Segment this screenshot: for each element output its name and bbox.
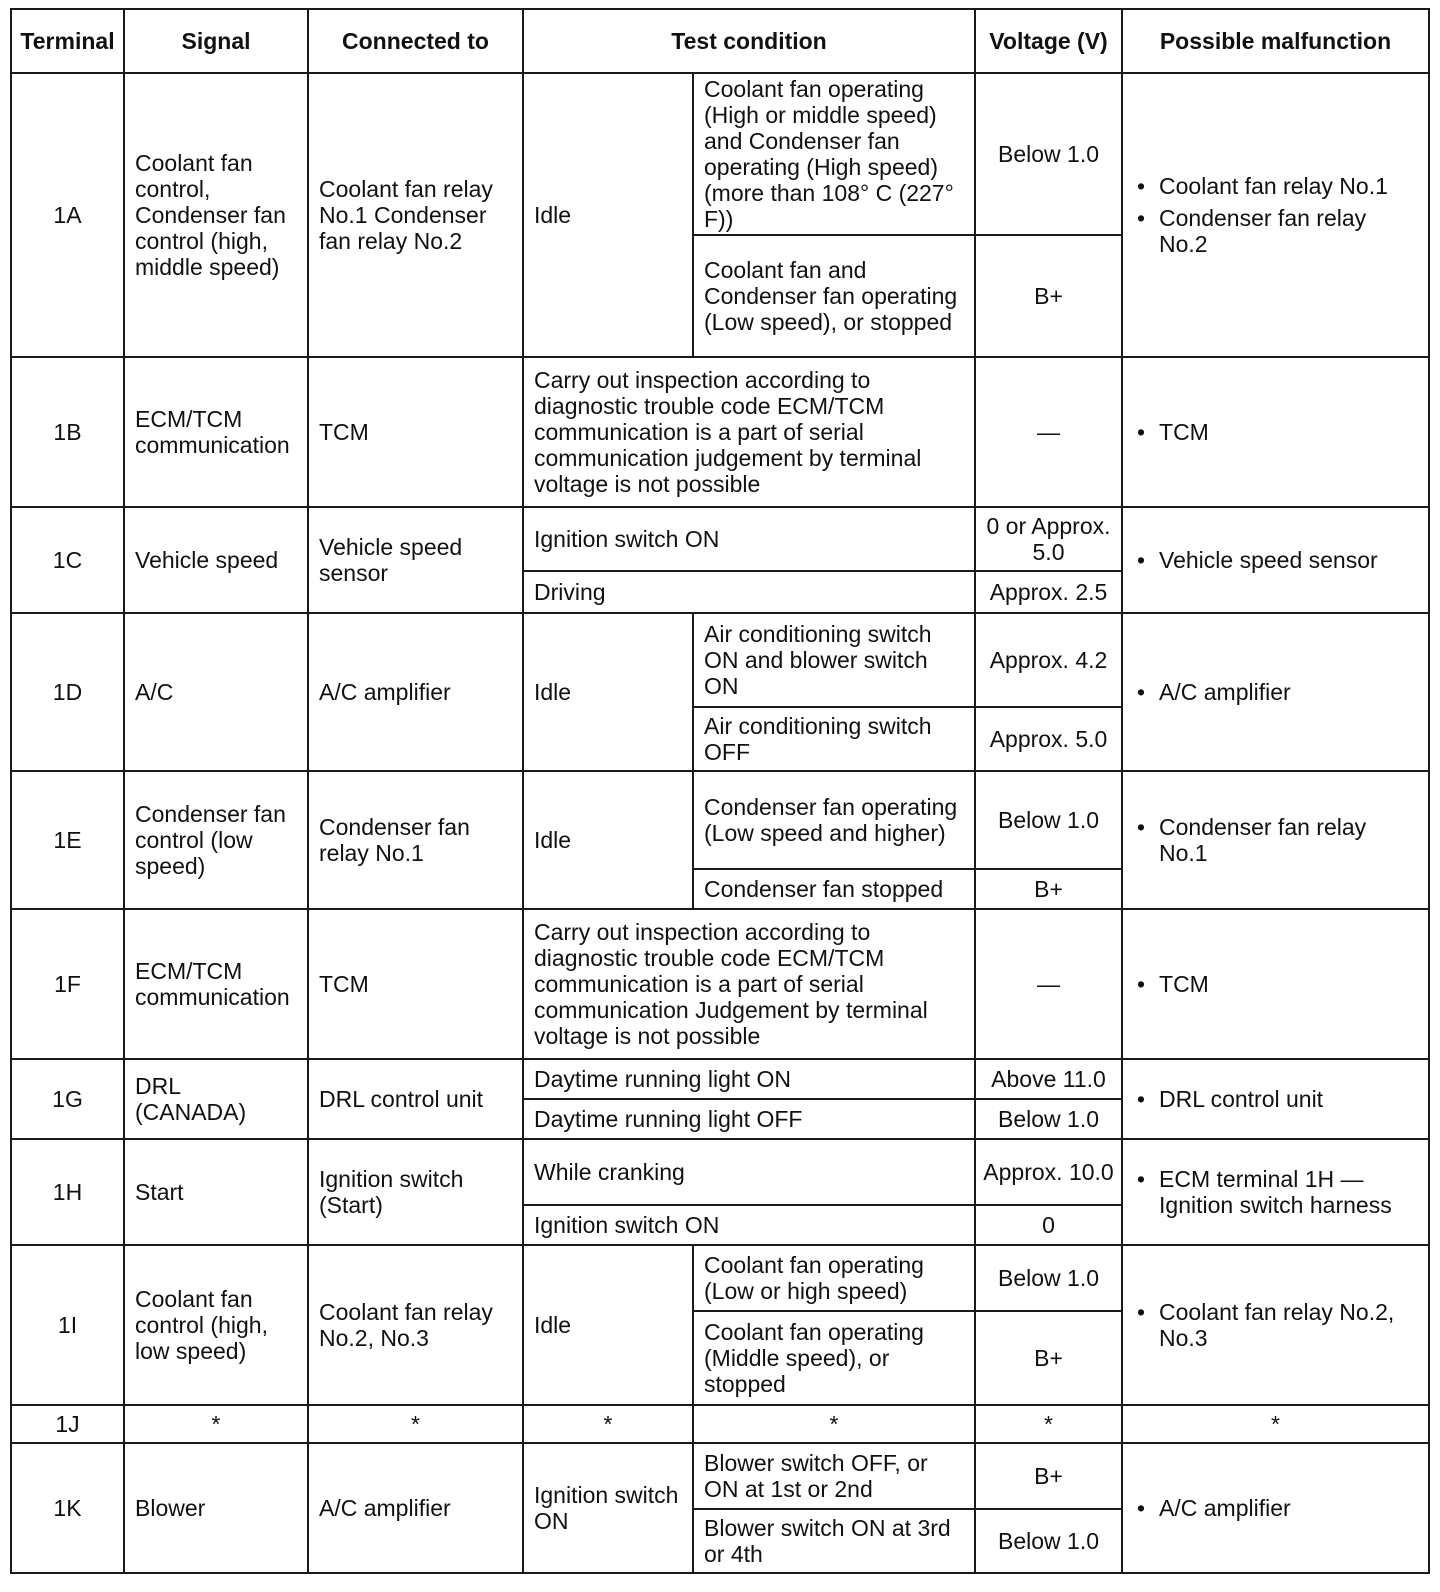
signal-cell: Vehicle speed — [124, 507, 308, 613]
signal-cell: A/C — [124, 613, 308, 771]
ecm-terminal-table — [10, 8, 1430, 1574]
condition-main-cell: Idle — [523, 613, 693, 771]
header-terminal: Terminal — [11, 9, 124, 73]
condition-cell: Ignition switch ON — [523, 1205, 975, 1245]
voltage-cell: Below 1.0 — [975, 1245, 1122, 1311]
header-signal: Signal — [124, 9, 308, 73]
header-connected-to: Connected to — [308, 9, 523, 73]
voltage-cell: — — [975, 357, 1122, 507]
condition-cell: Ignition switch ON — [523, 507, 975, 571]
table-row — [11, 1245, 1429, 1311]
table-row — [11, 73, 1429, 235]
condition-cell: Daytime running light OFF — [523, 1099, 975, 1139]
terminal-cell: 1K — [11, 1443, 124, 1573]
malfunction-cell — [1122, 1059, 1429, 1139]
connected-cell: Vehicle speed sensor — [308, 507, 523, 613]
voltage-cell: Above 11.0 — [975, 1059, 1122, 1099]
table-row — [11, 1059, 1429, 1099]
malfunction-cell — [1122, 1245, 1429, 1405]
signal-cell: Blower — [124, 1443, 308, 1573]
condition-cell: Air conditioning switch OFF — [693, 707, 975, 771]
voltage-cell: B+ — [975, 1311, 1122, 1405]
malfunction-item: • A/C amplifier — [1133, 1495, 1418, 1521]
malfunction-item: • Condenser fan relay No.1 — [1133, 814, 1418, 866]
voltage-cell: Approx. 10.0 — [975, 1139, 1122, 1205]
terminal-cell: 1H — [11, 1139, 124, 1245]
voltage-cell: * — [975, 1405, 1122, 1443]
table-row — [11, 909, 1429, 1059]
malfunction-item: • DRL control unit — [1133, 1086, 1418, 1112]
connected-cell: A/C amplifier — [308, 1443, 523, 1573]
malfunction-cell — [1122, 771, 1429, 909]
condition-main-cell: Idle — [523, 771, 693, 909]
table-row — [11, 1139, 1429, 1205]
malfunction-item: • Coolant fan relay No.1 — [1133, 173, 1418, 199]
voltage-cell: B+ — [975, 235, 1122, 357]
malfunction-cell — [1122, 613, 1429, 771]
condition-cell: Carry out inspection according to diagnostic trouble code ECM/TCM communication is a part of serial communication judgement by terminal voltage is not possible — [523, 357, 975, 507]
signal-cell: Coolant fan control (high, low speed) — [124, 1245, 308, 1405]
signal-cell: * — [124, 1405, 308, 1443]
signal-cell: Condenser fan control (low speed) — [124, 771, 308, 909]
malfunction-cell — [1122, 357, 1429, 507]
condition-cell: Coolant fan operating (Low or high speed) — [693, 1245, 975, 1311]
connected-cell: Ignition switch (Start) — [308, 1139, 523, 1245]
condition-main-cell: * — [523, 1405, 693, 1443]
voltage-cell: Approx. 4.2 — [975, 613, 1122, 707]
table-row — [11, 1443, 1429, 1509]
condition-cell: Condenser fan operating (Low speed and higher) — [693, 771, 975, 869]
terminal-cell: 1D — [11, 613, 124, 771]
malfunction-cell — [1122, 1443, 1429, 1573]
signal-cell: Start — [124, 1139, 308, 1245]
voltage-cell: 0 — [975, 1205, 1122, 1245]
signal-cell: DRL (CANADA) — [124, 1059, 308, 1139]
voltage-cell: Below 1.0 — [975, 1509, 1122, 1573]
condition-cell: Coolant fan and Condenser fan operating (Low speed), or stopped — [693, 235, 975, 357]
voltage-cell: Below 1.0 — [975, 73, 1122, 235]
connected-cell: DRL control unit — [308, 1059, 523, 1139]
table-row — [11, 507, 1429, 571]
malfunction-item: • Condenser fan relay No.2 — [1133, 205, 1418, 257]
condition-cell: Blower switch OFF, or ON at 1st or 2nd — [693, 1443, 975, 1509]
header-possible-malfunction: Possible malfunction — [1122, 9, 1429, 73]
condition-cell: Daytime running light ON — [523, 1059, 975, 1099]
connected-cell: Coolant fan relay No.1 Condenser fan relay No.2 — [308, 73, 523, 357]
malfunction-item: • ECM terminal 1H — Ignition switch harness — [1133, 1166, 1418, 1218]
connected-cell: A/C amplifier — [308, 613, 523, 771]
terminal-cell: 1E — [11, 771, 124, 909]
header-voltage: Voltage (V) — [975, 9, 1122, 73]
condition-cell: Coolant fan operating (Middle speed), or stopped — [693, 1311, 975, 1405]
condition-main-cell: Ignition switch ON — [523, 1443, 693, 1573]
table-row — [11, 613, 1429, 707]
terminal-cell: 1A — [11, 73, 124, 357]
connected-cell: TCM — [308, 357, 523, 507]
table-row — [11, 771, 1429, 869]
connected-cell: * — [308, 1405, 523, 1443]
voltage-cell: 0 or Approx. 5.0 — [975, 507, 1122, 571]
connected-cell: TCM — [308, 909, 523, 1059]
condition-main-cell: Idle — [523, 1245, 693, 1405]
condition-cell: While cranking — [523, 1139, 975, 1205]
voltage-cell: — — [975, 909, 1122, 1059]
condition-main-cell: Idle — [523, 73, 693, 357]
condition-cell: Driving — [523, 571, 975, 613]
condition-cell: * — [693, 1405, 975, 1443]
malfunction-cell — [1122, 1139, 1429, 1245]
table-row — [11, 1405, 1429, 1443]
condition-cell: Air conditioning switch ON and blower switch ON — [693, 613, 975, 707]
condition-cell: Carry out inspection according to diagnostic trouble code ECM/TCM communication is a part of serial communication Judgement by terminal voltage is not possible — [523, 909, 975, 1059]
terminal-cell: 1F — [11, 909, 124, 1059]
header-test-condition: Test condition — [523, 9, 975, 73]
signal-cell: ECM/TCM communication — [124, 357, 308, 507]
malfunction-cell: * — [1122, 1405, 1429, 1443]
terminal-cell: 1C — [11, 507, 124, 613]
voltage-cell: Approx. 2.5 — [975, 571, 1122, 613]
signal-cell: ECM/TCM communication — [124, 909, 308, 1059]
malfunction-cell — [1122, 73, 1429, 357]
condition-cell: Coolant fan operating (High or middle speed) and Condenser fan operating (High speed) (more than 108° C (227° F)) — [693, 73, 975, 235]
voltage-cell: Approx. 5.0 — [975, 707, 1122, 771]
voltage-cell: Below 1.0 — [975, 1099, 1122, 1139]
condition-cell: Blower switch ON at 3rd or 4th — [693, 1509, 975, 1573]
malfunction-item: • Coolant fan relay No.2, No.3 — [1133, 1299, 1418, 1351]
malfunction-cell — [1122, 507, 1429, 613]
table-row — [11, 357, 1429, 507]
malfunction-cell — [1122, 909, 1429, 1059]
connected-cell: Condenser fan relay No.1 — [308, 771, 523, 909]
malfunction-item: • Vehicle speed sensor — [1133, 547, 1418, 573]
connected-cell: Coolant fan relay No.2, No.3 — [308, 1245, 523, 1405]
malfunction-item: • TCM — [1133, 419, 1418, 445]
terminal-cell: 1J — [11, 1405, 124, 1443]
header-row — [11, 9, 1429, 73]
voltage-cell: Below 1.0 — [975, 771, 1122, 869]
malfunction-item: • TCM — [1133, 971, 1418, 997]
voltage-cell: B+ — [975, 869, 1122, 909]
voltage-cell: B+ — [975, 1443, 1122, 1509]
malfunction-item: • A/C amplifier — [1133, 679, 1418, 705]
terminal-spec-page — [10, 8, 1428, 1584]
condition-cell: Condenser fan stopped — [693, 869, 975, 909]
terminal-cell: 1B — [11, 357, 124, 507]
terminal-cell: 1G — [11, 1059, 124, 1139]
signal-cell: Coolant fan control, Condenser fan control (high, middle speed) — [124, 73, 308, 357]
terminal-cell: 1I — [11, 1245, 124, 1405]
